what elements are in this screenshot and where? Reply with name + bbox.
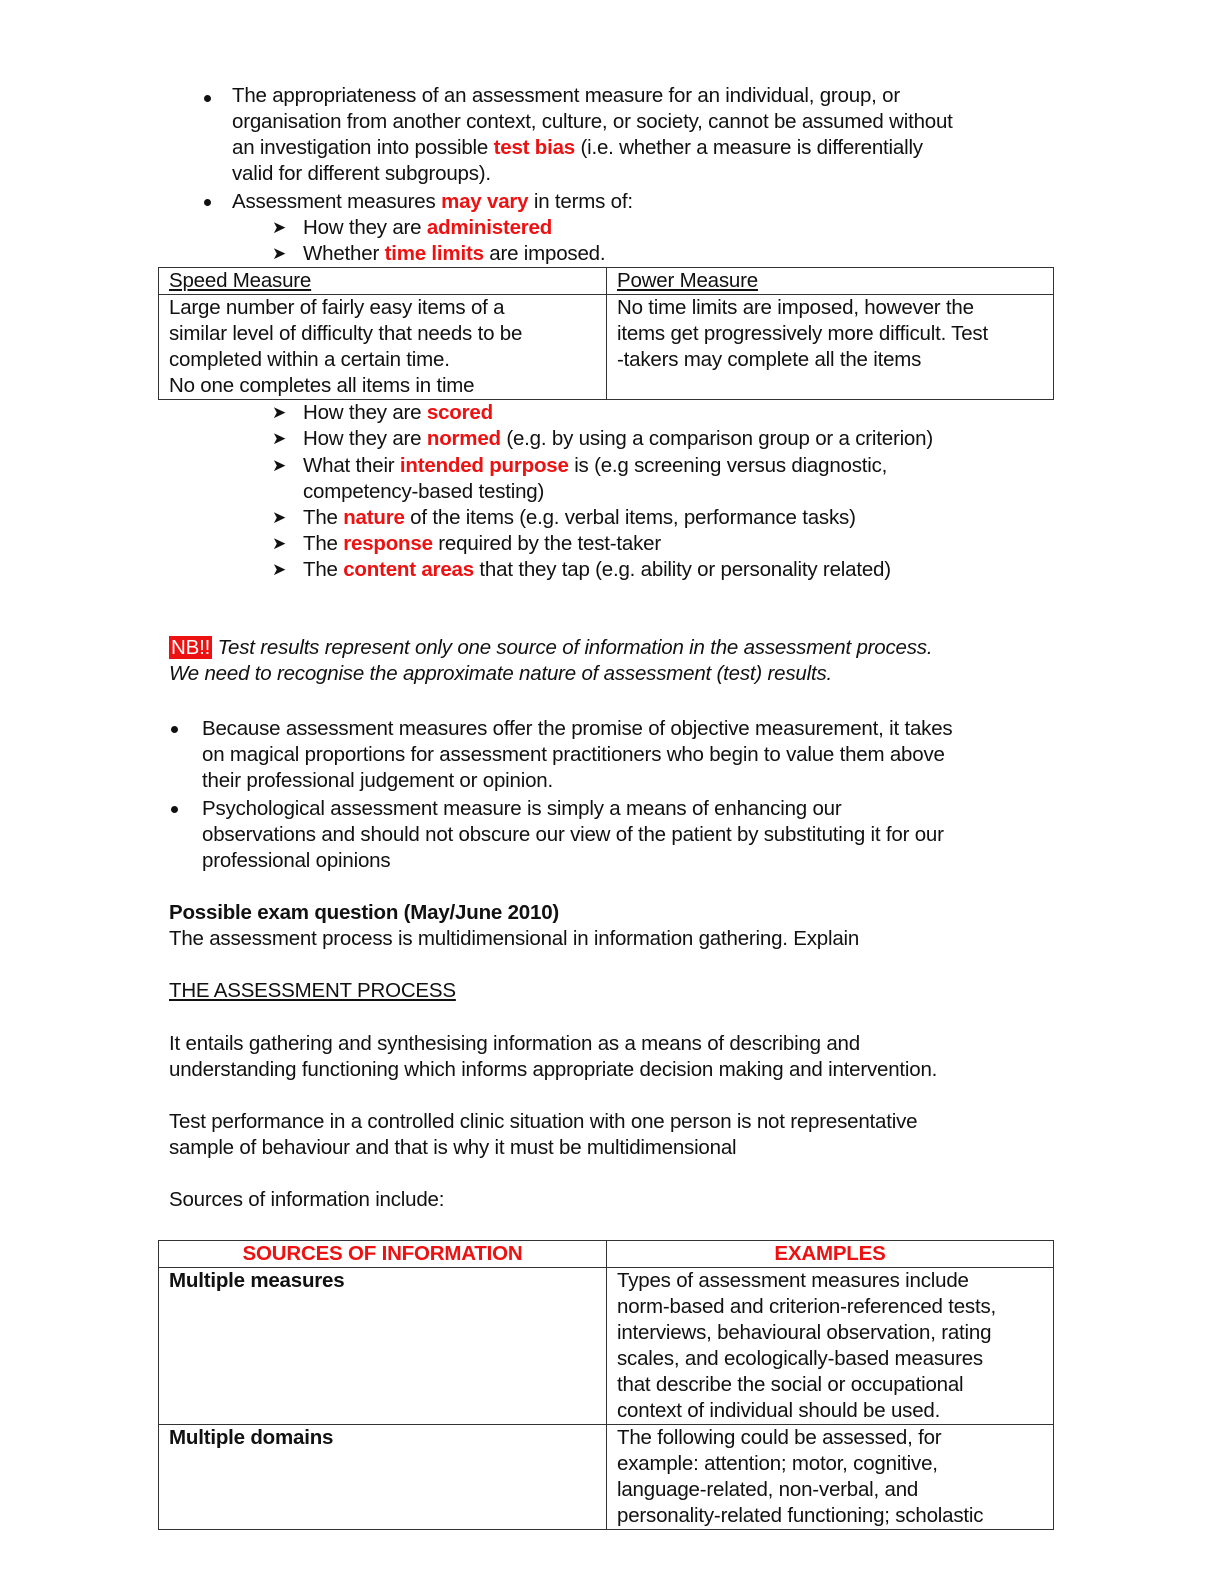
bullet-text-line: The appropriateness of an assessment measure for an individual, group, or	[232, 84, 900, 107]
highlight-term: time limits	[384, 242, 484, 265]
highlight-term: administered	[426, 216, 553, 239]
cell-text: No time limits are imposed, however the	[617, 296, 974, 319]
bullet-text-line: organisation from another context, culture, or society, cannot be assumed without	[232, 110, 953, 133]
cell-text: items get progressively more difficult. Test	[617, 322, 988, 345]
cell-text: -takers may complete all the items	[617, 348, 922, 371]
text: How they are	[303, 427, 427, 450]
text: of the items (e.g. verbal items, performance tasks)	[404, 506, 856, 529]
arrow-bullet-icon: ➤	[272, 218, 287, 237]
bullet-icon	[171, 806, 178, 813]
table-header-cell	[159, 268, 607, 295]
table-row	[159, 1268, 1054, 1425]
highlight-term: content areas	[343, 558, 474, 581]
text: an investigation into possible	[232, 136, 494, 159]
table-header-cell: EXAMPLES	[607, 1241, 1054, 1268]
text: How they are	[303, 216, 427, 239]
paragraph-line: understanding functioning which informs appropriate decision making and intervention.	[169, 1058, 938, 1081]
table-row	[159, 1425, 1054, 1530]
cell-text: context of individual should be used.	[617, 1399, 941, 1422]
text: (e.g. by using a comparison group or a criterion)	[500, 427, 933, 450]
header-power-measure: Power Measure	[617, 269, 758, 292]
arrow-bullet-icon: ➤	[272, 534, 287, 553]
paragraph-line: Test performance in a controlled clinic situation with one person is not representative	[169, 1110, 918, 1133]
speed-power-table	[158, 267, 1054, 400]
cell-text: that describe the social or occupational	[617, 1373, 964, 1396]
examples-cell	[607, 1268, 1054, 1425]
text: Whether	[303, 242, 385, 265]
table-cell-speed	[159, 295, 607, 400]
arrow-bullet-icon: ➤	[272, 456, 287, 475]
text: is (e.g screening versus diagnostic,	[568, 454, 888, 477]
highlight-term: normed	[426, 427, 501, 450]
text: How they are	[303, 401, 427, 424]
highlight-term: test bias	[493, 136, 575, 159]
sub-item	[303, 215, 552, 241]
cell-text: norm-based and criterion-referenced tests,	[617, 1295, 997, 1318]
bullet-icon	[204, 199, 211, 206]
sub-item	[303, 400, 493, 426]
bullet-icon	[171, 726, 178, 733]
highlight-term: response	[343, 532, 433, 555]
highlight-term: may vary	[441, 190, 529, 213]
sub-item	[303, 557, 891, 583]
sources-intro: Sources of information include:	[169, 1188, 445, 1211]
arrow-bullet-icon: ➤	[272, 560, 287, 579]
highlight-term: scored	[426, 401, 493, 424]
bullet-text-line	[232, 189, 633, 215]
sources-table	[158, 1240, 1054, 1530]
arrow-bullet-icon: ➤	[272, 244, 287, 263]
cell-text: example: attention; motor, cognitive,	[617, 1452, 938, 1475]
text: The	[303, 558, 344, 581]
bullet-icon	[204, 95, 211, 102]
arrow-bullet-icon: ➤	[272, 429, 287, 448]
arrow-bullet-icon: ➤	[272, 403, 287, 422]
text: required by the test-taker	[432, 532, 661, 555]
cell-text: personality-related functioning; scholastic	[617, 1504, 984, 1527]
bullet-text-line: on magical proportions for assessment practitioners who begin to value them above	[202, 743, 945, 766]
highlight-term: intended purpose	[399, 454, 569, 477]
nb-note-line: We need to recognise the approximate nature of assessment (test) results.	[169, 662, 833, 685]
cell-text: completed within a certain time.	[169, 348, 450, 371]
sub-item	[303, 241, 605, 267]
examples-cell	[607, 1425, 1054, 1530]
highlight-term: nature	[343, 506, 405, 529]
text: What their	[303, 454, 400, 477]
bullet-text-line: observations and should not obscure our view of the patient by substituting it for our	[202, 823, 944, 846]
text: The	[303, 532, 344, 555]
nb-badge: NB!!	[171, 636, 211, 659]
cell-text: similar level of difficulty that needs to be	[169, 322, 523, 345]
table-header-row	[159, 268, 1054, 295]
text: are imposed.	[483, 242, 606, 265]
nb-note-text: Test results represent only one source of information in the assessment process.	[212, 636, 933, 659]
bullet-text-line: professional opinions	[202, 849, 391, 872]
exam-question-heading: Possible exam question (May/June 2010)	[169, 901, 560, 924]
exam-question-text: The assessment process is multidimensional in information gathering. Explain	[169, 927, 860, 950]
cell-text: language-related, non-verbal, and	[617, 1478, 919, 1501]
sub-item	[303, 453, 887, 479]
nb-note-line	[169, 635, 932, 661]
cell-text: scales, and ecologically-based measures	[617, 1347, 983, 1370]
paragraph-line: sample of behaviour and that is why it must be multidimensional	[169, 1136, 737, 1159]
sub-item	[303, 531, 661, 557]
table-row	[159, 295, 1054, 400]
text: (i.e. whether a measure is differentially	[575, 136, 923, 159]
sub-item	[303, 505, 856, 531]
cell-text: Types of assessment measures include	[617, 1269, 969, 1292]
bullet-text-line: Psychological assessment measure is simply a means of enhancing our	[202, 797, 842, 820]
table-header-cell: SOURCES OF INFORMATION	[159, 1241, 607, 1268]
table-cell-power	[607, 295, 1054, 400]
source-cell: Multiple domains	[159, 1425, 607, 1530]
text: that they tap (e.g. ability or personality related)	[473, 558, 891, 581]
arrow-bullet-icon: ➤	[272, 508, 287, 527]
bullet-text-line	[232, 135, 923, 161]
text: Assessment measures	[232, 190, 442, 213]
text: in terms of:	[528, 190, 633, 213]
bullet-text-line: Because assessment measures offer the promise of objective measurement, it takes	[202, 717, 953, 740]
bullet-text-line: their professional judgement or opinion.	[202, 769, 553, 792]
header-speed-measure: Speed Measure	[169, 269, 312, 292]
cell-text: The following could be assessed, for	[617, 1426, 942, 1449]
source-cell: Multiple measures	[159, 1268, 607, 1425]
paragraph-line: It entails gathering and synthesising information as a means of describing and	[169, 1032, 860, 1055]
sub-item-continuation: competency-based testing)	[303, 480, 545, 503]
cell-text: No one completes all items in time	[169, 374, 475, 397]
cell-text: Large number of fairly easy items of a	[169, 296, 505, 319]
table-header-cell	[607, 268, 1054, 295]
sub-item	[303, 426, 933, 452]
section-heading: THE ASSESSMENT PROCESS	[169, 979, 456, 1002]
text: The	[303, 506, 344, 529]
table-header-row	[159, 1241, 1054, 1268]
cell-text: interviews, behavioural observation, rating	[617, 1321, 992, 1344]
bullet-text-line: valid for different subgroups).	[232, 162, 491, 185]
